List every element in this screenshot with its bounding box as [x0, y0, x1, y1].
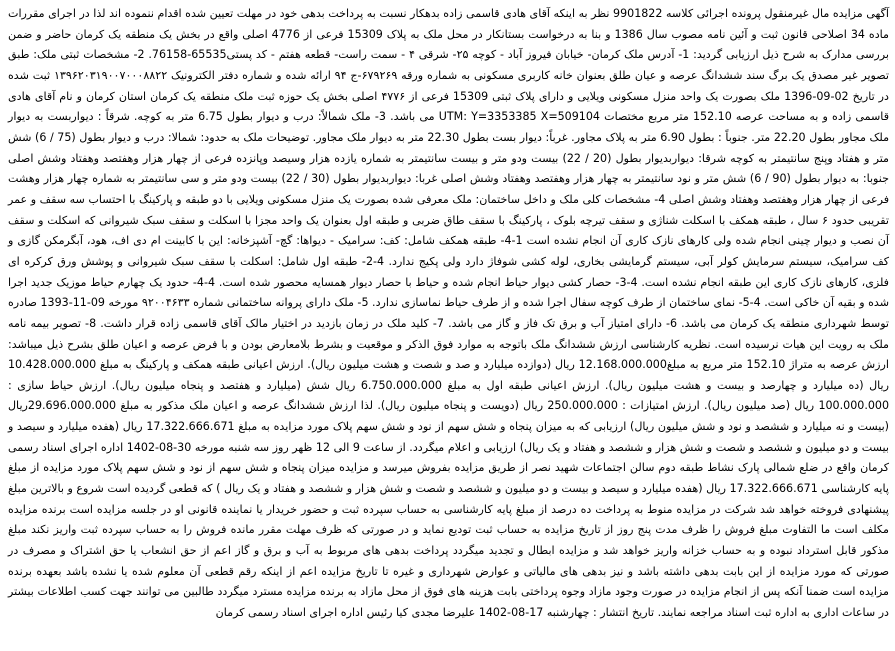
notice-body-text: آگهی مزایده مال غیرمنقول پرونده اجرائی کلاسه 9901822 نظر به اینکه آقای هادی قاسمی زاده بدهکار نسبت به پرداخت بدهی خود در مهلت تعیین شده اقدام ننموده اند لذا در اجرای مقررات ماده 34 اصلاحی قانون ثبت و آئین نامه مصوب سال 1386 و بنا به درخواست بستانکار در محل ملک به پلاک 15309 فرعی از 4776 اصلی واقع در بخش یک منطقه یک کرمان حاضر و ضمن بررسی مدارک به شرح ذیل ارزیابی گردید: 1- آدرس ملک کرمان- خیابان فیروز آباد - کوچه ۲۵- شرقی ۴ - سمت راست- قطعه هفتم - کد پستی65535-76158. 2- مشخصات ثبتی ملک: طبق تصویر غیر مصدق یک برگ سند ششدانگ عرصه و عیان طلق بعنوان خانه کاربری مسکونی به شماره ورقه ۶۷۹۲۶۹-ج ۹۴ ارائه شده و شماره دفتر الکترونیک ۱۳۹۶۲۰۳۱۹۰۰۷۰۰۰۸۸۲۲ ثبت شده در تاریخ 02-09-1396 ملک بصورت یک واحد منزل مسکونی ویلایی و دارای پلاک ثبتی 15309 فرعی از ۴۷۷۶ اصلی بخش یک حوزه ثبت ملک منطقه یک کرمان استان کرمان و نام آقای هادی قاسمی زاده و به مساحت عرصه 152.10 متر مربع مختصات UTM: Y=3353385 X=509104 می باشد. 3- ملک شمالاً: درب و دیوار بطول 6.75 متر به کوچه. شرقاً : دیواربست به دیوار ملک مجاور بطول 22.20 متر. جنوباً : بطول 6.90 متر به پلاک مجاور. غرباً: دیوار بست بطول 22.30 متر به دیوار ملک مجاور. توضیحات ملک به حدود: شمالا: درب و دیوار بطول (75 / 6) شش متر و هفتاد وپنج سانتیمتر به کوچه شرقا: دیواربدیوار بطول (20 / 22) بیست ودو متر و بیست سانتیمتر به شماره یازده هزار وسیصد وپانزده فرعی از چهار هزار وهفتصد وهفتاد وشش اصلی جنوبا: به دیوار بطول (90 / 6) شش متر و نود سانتیمتر به چهار هزار وهفتصد وهفتاد وشش اصلی غربا: دیواربدیوار بطول (30 / 22) بیست ودو متر و سی سانتیمتر به شماره چهار هزار وهشت فرعی از چهار هزار وهفتصد وهفتاد وشش اصلی 4- مشخصات کلی ملک و داخل ساختمان: ملک معرفی شده بصورت یک منزل مسکونی ویلایی با دو طبقه و پارکینگ با احتساب سه سقف و عمر تقریبی حدود ۶ سال ، طبقه همکف با اسکلت شناژی و سقف تیرچه بلوک ، پارکینگ با سقف طاق ضربی و طبقه اول بعنوان یک واحد مجزا با اسکلت و سقف سبک شیروانی که اسکلت و سقف آن نصب و دیوار چینی انجام شده ولی کارهای نازک کاری آن انجام نشده است 1-4- طبقه همکف شامل: کف: سرامیک - دیوا‌ها: گچ- آشپزخانه: این با کابینت ام دی اف، هود، آبگرمکن گازی و کف سرامیک، سیستم سرمایش کولر آبی، سیستم گرمایشی بخاری، لوله کشی شوفاژ دارد ولی پکیج ندارد. 4-2- طبقه اول شامل: اسکلت با سقف سبک شیروانی و پوشش ورق کرکره ای فلزی، کارهای نازک کاری این طبقه انجام نشده است. 4-3- حصار کشی دیوار حیاط انجام شده و حیاط با حصار دیوار همسایه محصور شده است. 4-4- حدود یک چهارم حیاط موزیک جدید اجرا شده و بقیه آن خاکی است. 4-5- نمای ساختمان از طرف کوچه سفال اجرا شده و از طرف حیاط نماسازی ندارد. 5- ملک دارای پروانه ساختمانی شماره ۹۲۰۰۴۶۳۳ مورخه 09-11-1393 صادره توسط شهرداری منطقه یک کرمان می باشد. 6- دارای امتیاز آب و برق تک فاز و گاز می باشد. 7- کلید ملک در زمان بازدید در اختیار مالک آقای قاسمی زاده قرار داشت. 8- تصویر بیمه نامه ملک به رویت این هیات نرسیده است. نظریه کارشناسی ارزش ششدانگ ملک باتوجه به موارد فوق الذکر و موقعیت و بشرط بلامعارض بودن و با فرض عرصه و اعیان طلق بشرح ذیل میباشد: ارزش عرصه به متراژ 152.10 متر مربع به مبلغ12.168.000.000 ریال (دوازده میلیارد و صد و شصت و هشت میلیون ریال). ارزش اعیانی طبقه همکف و پارکینگ به مبلغ 10.428.000.000 ریال (ده میلیارد و چهارصد و بیست و هشت میلیون ریال). ارزش اعیانی طبقه اول به مبلغ 6.750.000.000 ریال شش (میلیارد و هفتصد و پنجاه میلیون ریال). ارزش حیاط سازی : 100.000.000 ریال (صد میلیون ریال). ارزش امتیازات : 250.000.000 ریال (دویست و پنجاه میلیون ریال). لذا ارزش ششدانگ عرصه و اعیان ملک مذکور به مبلغ 29.696.000.000ریال (بیست و نه میلیارد و ششصد و نود و شش میلیون ریال) ارزیابی که به میزان پنجاه و شش سهم از نود و شش سهم پلاک مورد مزایده به مبلغ 17.322.666.671 ریال (هفده میلیارد و سیصد و بیست و دو میلیون و ششصد و شصت و شش هزار و ششصد و هفتاد و یک ریال) ارزیابی و اعلام میگردد. از ساعت 9 الی 12 ظهر روز سه شنبه مورخه 30-08-1402 اداره اجرای اسناد رسمی کرمان واقع در ضلع شمالی پارک نشاط طبقه دوم سالن اجتماعات شهید نصر از طریق مزایده بفروش میرسد و مزایده میزان پنجاه و شش سهم از نود و شش سهم پلاک مورد مزایده از مبلغ پایه کارشناسی 17.322.666.671 ریال (هفده میلیارد و سیصد و بیست و دو میلیون و ششصد و شصت و شش هزار و ششصد و هفتاد و یک ریال ) که قطعی گردیده است شروع و بالاترین مبلغ پیشنهادی فروخته خواهد شد شرکت در مزایده منوط به پرداخت ده درصد از مبلغ پایه کارشناسی به حساب سپرده ثبت و حضور خریدار یا نماینده قانونی او در جلسه مزایده است برنده مزایده مکلف است ما التفاوت مبلغ فروش را ظرف مدت پنج روز از تاریخ مزایده به حساب ثبت تودیع نماید و در صورتی که ظرف مهلت مقرر مانده فروش را به حساب سپرده ثبت واریز نکند مبلغ مذکور قابل استرداد نبوده و به حساب خزانه واریز خواهد شد و مزایده ابطال و تجدید میگردد پرداخت بدهی های مربوط به آب و برق و گاز اعم از حق انشعاب یا حق اشتراک و مصرف در صورتی که مورد مزایده از این بابت بدهی داشته باشد و نیز بدهی های مالیاتی و عوارض شهرداری و غیره تا تاریخ مزایده اعم از اینکه رقم قطعی آن معلوم شده یا نشده باشد بعهده برنده مزایده است ضمنا آنکه پس از انجام مزایده در صورت وجود مازاد وجوه پرداختی بابت هزینه های فوق از محل مازاد به برنده مزایده مسترد میگردد طالبین می توانند جهت کسب اطلاعات بیشتر در ساعات اداری به اداره ثبت اسناد مراجعه نمایند. تاریخ انتشار : چهارشنبه 17-08-1402 علیرضا مجدی کیا رئیس اداره اجرای اسناد رسمی کرمان — [8, 7, 890, 620]
